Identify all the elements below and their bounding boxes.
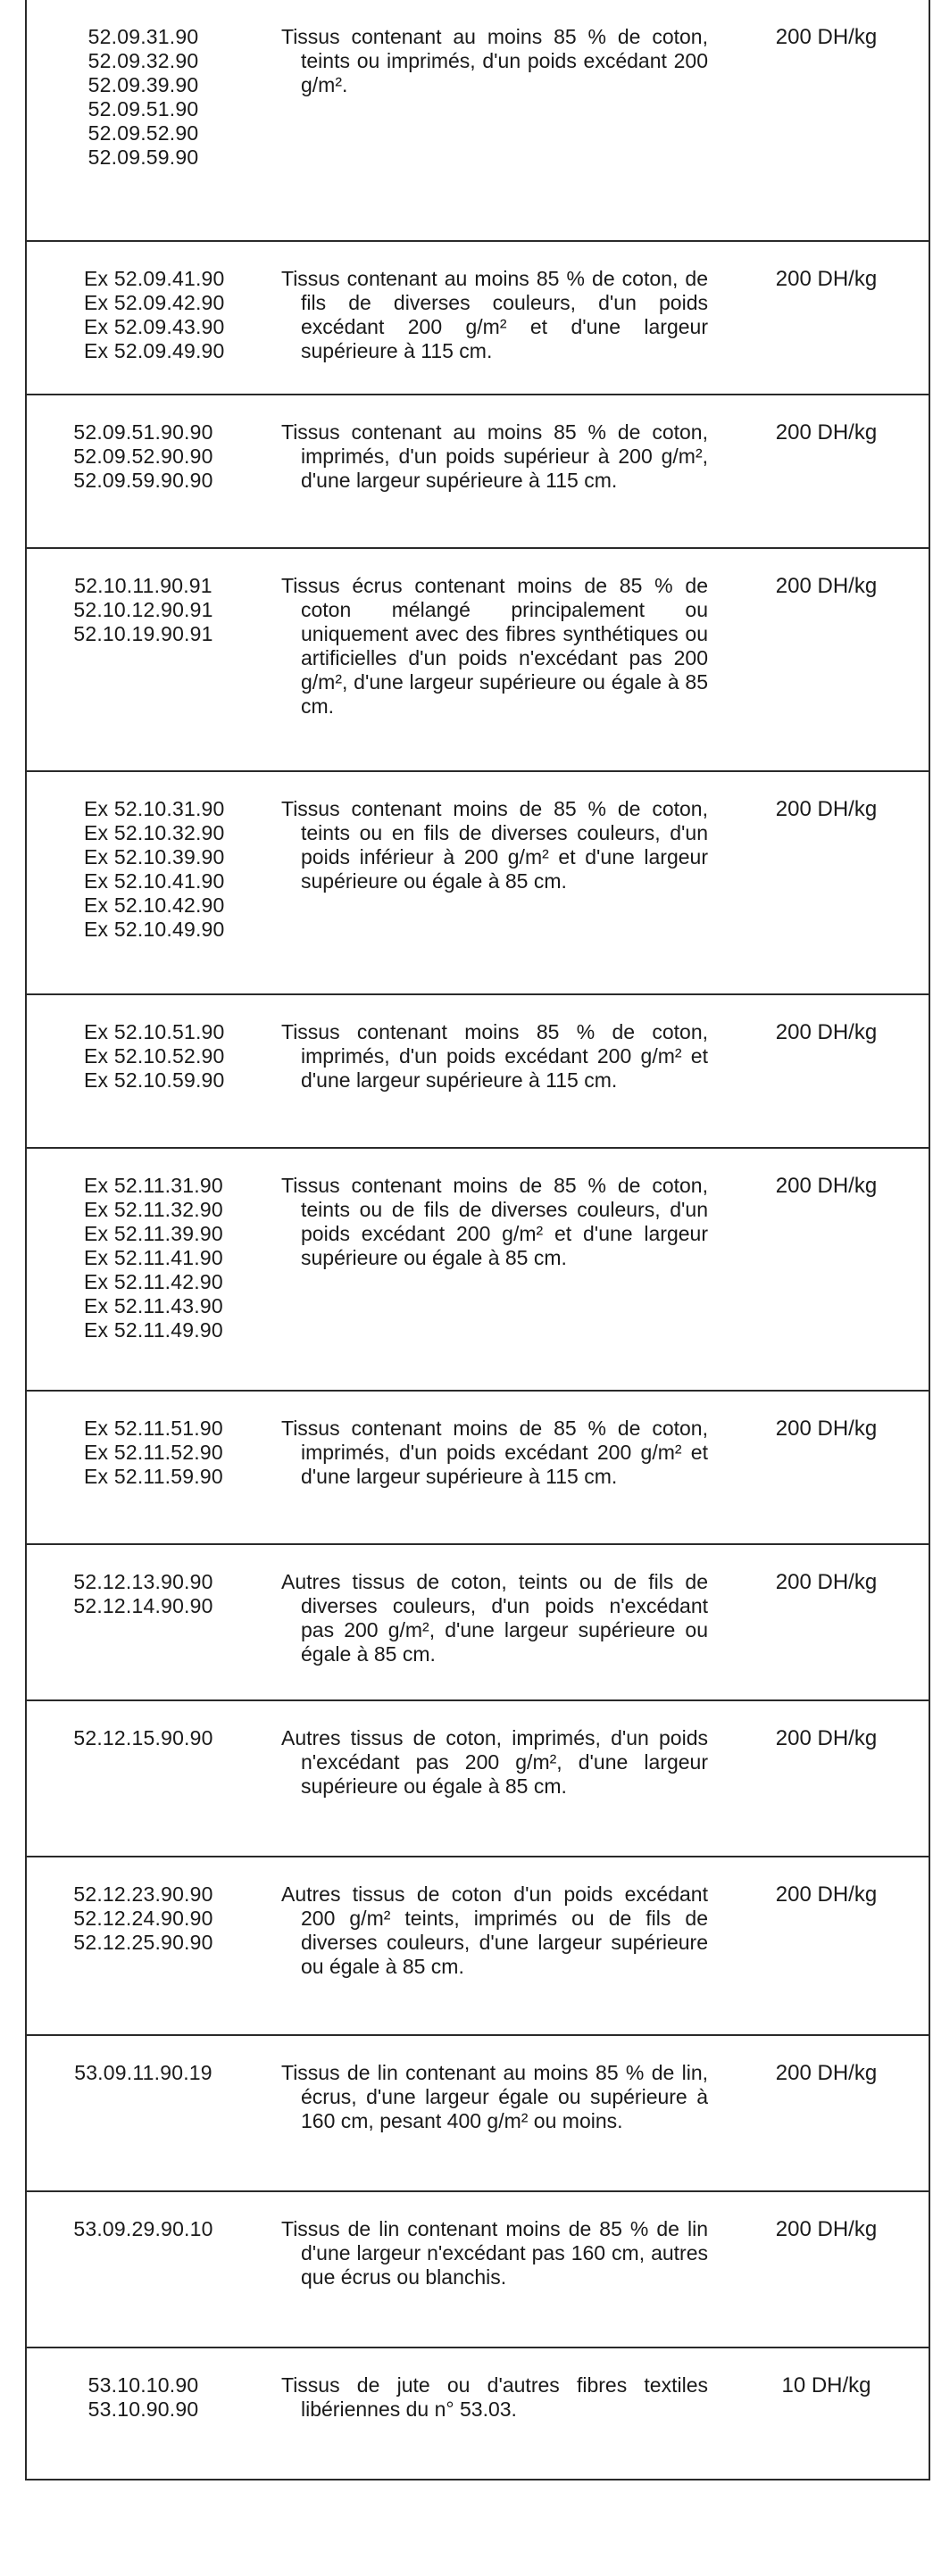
tariff-description-cell [260, 1148, 724, 1391]
tariff-codes-cell [26, 1700, 260, 1857]
tariff-rate: 200 DH/kg [775, 1417, 878, 1441]
tariff-description: Tissus contenant au moins 85 % de coton, de fils de diverses couleurs, d'un poids excédant 200 g/m² et d'une largeur supérieure à 115 cm. [281, 267, 708, 362]
tariff-code: Ex 52.10.32.90 [84, 821, 225, 844]
tariff-rate-cell [724, 2347, 929, 2480]
tariff-code: 52.12.25.90.90 [73, 1931, 213, 1954]
tariff-codes-cell [26, 0, 260, 241]
table-row [26, 1391, 929, 1544]
tariff-table-body [26, 0, 929, 2480]
tariff-code: Ex 52.11.32.90 [84, 1198, 223, 1221]
tariff-description-cell [260, 1544, 724, 1700]
tariff-rate-cell [724, 1391, 929, 1544]
table-row [26, 994, 929, 1148]
tariff-codes-cell [26, 2347, 260, 2480]
tariff-rate-cell [724, 0, 929, 241]
table-row [26, 1700, 929, 1857]
tariff-description-cell [260, 241, 724, 395]
tariff-code-list [27, 1392, 260, 1512]
tariff-rate-cell [724, 1857, 929, 2035]
tariff-code: 52.12.13.90.90 [73, 1570, 213, 1593]
table-row [26, 0, 929, 241]
tariff-code: 52.09.59.90.90 [73, 469, 213, 492]
tariff-rate: 200 DH/kg [775, 267, 878, 291]
tariff-rate: 200 DH/kg [775, 1882, 878, 1907]
tariff-codes-cell [26, 2191, 260, 2347]
tariff-description-cell [260, 2035, 724, 2191]
table-row [26, 771, 929, 994]
tariff-rate-cell [724, 1700, 929, 1857]
tariff-rate-cell [724, 241, 929, 395]
tariff-code: 52.09.52.90 [87, 121, 199, 145]
tariff-description-cell [260, 395, 724, 548]
tariff-rate: 200 DH/kg [775, 1726, 878, 1750]
tariff-code-list [27, 1857, 260, 1978]
tariff-code-list [27, 0, 260, 193]
tariff-code-list [27, 2348, 260, 2445]
tariff-rate-cell [724, 2035, 929, 2191]
tariff-code: Ex 52.11.59.90 [84, 1465, 223, 1488]
tariff-codes-cell [26, 1544, 260, 1700]
tariff-code: 52.10.12.90.91 [73, 598, 213, 621]
table-row [26, 2347, 929, 2480]
tariff-description-cell [260, 2347, 724, 2480]
tariff-rate: 200 DH/kg [775, 2061, 878, 2085]
tariff-code: 52.10.11.90.91 [74, 574, 212, 597]
tariff-codes-cell [26, 241, 260, 395]
tariff-code: Ex 52.10.41.90 [84, 869, 225, 893]
tariff-code-list [27, 995, 260, 1116]
table-row [26, 1857, 929, 2035]
tariff-code-list [27, 772, 260, 965]
tariff-description: Tissus de jute ou d'autres fibres textiles libériennes du n° 53.03. [281, 2373, 708, 2421]
tariff-description: Autres tissus de coton d'un poids excédant 200 g/m² teints, imprimés ou de fils de diverses couleurs, d'une largeur supérieure ou égale à 85 cm. [281, 1882, 708, 1978]
tariff-code-list [27, 549, 260, 669]
tariff-code: 52.09.32.90 [87, 49, 199, 72]
tariff-codes-cell [26, 994, 260, 1148]
tariff-description-cell [260, 2191, 724, 2347]
tariff-code: Ex 52.10.52.90 [84, 1044, 225, 1068]
tariff-code: Ex 52.11.43.90 [84, 1294, 223, 1317]
tariff-code: Ex 52.10.51.90 [84, 1020, 225, 1043]
table-row [26, 395, 929, 548]
tariff-rate-cell [724, 395, 929, 548]
tariff-description-cell [260, 1700, 724, 1857]
tariff-description-cell [260, 548, 724, 771]
tariff-description: Tissus contenant moins de 85 % de coton, teints ou en fils de diverses couleurs, d'un poids inférieur à 200 g/m² et d'une largeur supérieure ou égale à 85 cm. [281, 797, 708, 893]
tariff-code: Ex 52.10.31.90 [84, 797, 225, 820]
tariff-code: Ex 52.11.41.90 [84, 1246, 223, 1269]
tariff-code-list [27, 1701, 260, 1774]
tariff-codes-cell [26, 1148, 260, 1391]
tariff-rate-cell [724, 2191, 929, 2347]
tariff-code: 53.10.10.90 [87, 2373, 199, 2397]
tariff-code: 52.09.52.90.90 [73, 445, 213, 468]
tariff-code: Ex 52.09.41.90 [84, 267, 225, 290]
tariff-code: Ex 52.10.39.90 [84, 845, 225, 868]
tariff-code: 52.10.19.90.91 [73, 622, 213, 645]
table-row [26, 2191, 929, 2347]
tariff-rate: 200 DH/kg [775, 1174, 878, 1198]
tariff-rate: 200 DH/kg [775, 2217, 878, 2241]
tariff-code: 52.09.39.90 [87, 73, 199, 96]
tariff-codes-cell [26, 2035, 260, 2191]
tariff-code: Ex 52.11.51.90 [84, 1417, 223, 1440]
tariff-description: Autres tissus de coton, imprimés, d'un poids n'excédant pas 200 g/m², d'une largeur supérieure ou égale à 85 cm. [281, 1726, 708, 1798]
tariff-description-cell [260, 0, 724, 241]
tariff-code: 52.09.51.90.90 [73, 420, 213, 444]
tariff-code: Ex 52.10.49.90 [84, 918, 225, 941]
tariff-codes-cell [26, 1391, 260, 1544]
tariff-description: Autres tissus de coton, teints ou de fils de diverses couleurs, d'un poids n'excédant pas 200 g/m², d'une largeur supérieure ou égale à 85 cm. [281, 1570, 708, 1666]
tariff-rate: 200 DH/kg [775, 1020, 878, 1044]
tariff-codes-cell [26, 1857, 260, 2035]
table-row [26, 1544, 929, 1700]
tariff-description: Tissus contenant au moins 85 % de coton, teints ou imprimés, d'un poids excédant 200 g/m². [281, 25, 708, 96]
tariff-code: 52.12.23.90.90 [73, 1882, 213, 1906]
tariff-rate-cell [724, 771, 929, 994]
tariff-code-list [27, 2192, 260, 2264]
tariff-code: 52.09.51.90 [87, 97, 199, 120]
tariff-code-list [27, 1545, 260, 1641]
tariff-code: Ex 52.11.49.90 [84, 1318, 223, 1342]
tariff-code: 52.12.14.90.90 [73, 1594, 213, 1617]
tariff-code: Ex 52.09.43.90 [84, 315, 225, 338]
tariff-description: Tissus contenant moins 85 % de coton, imprimés, d'un poids excédant 200 g/m² et d'une largeur supérieure à 115 cm. [281, 1020, 708, 1092]
tariff-rate-cell [724, 1544, 929, 1700]
tariff-code-list [27, 242, 260, 386]
tariff-codes-cell [26, 395, 260, 548]
tariff-rate: 200 DH/kg [775, 797, 878, 821]
tariff-code-list [27, 1149, 260, 1366]
tariff-description: Tissus contenant au moins 85 % de coton, imprimés, d'un poids supérieur à 200 g/m², d'une largeur supérieure à 115 cm. [281, 420, 708, 492]
tariff-description: Tissus contenant moins de 85 % de coton, imprimés, d'un poids excédant 200 g/m² et d'une largeur supérieure à 115 cm. [281, 1417, 708, 1488]
tariff-code: Ex 52.11.31.90 [84, 1174, 223, 1197]
tariff-description-cell [260, 994, 724, 1148]
tariff-code: Ex 52.09.49.90 [84, 339, 225, 362]
tariff-code: 52.12.15.90.90 [73, 1726, 213, 1749]
table-row [26, 1148, 929, 1391]
tariff-description: Tissus de lin contenant au moins 85 % de lin, écrus, d'une largeur égale ou supérieure à 160 cm, pesant 400 g/m² ou moins. [281, 2061, 708, 2132]
tariff-description: Tissus de lin contenant moins de 85 % de lin d'une largeur n'excédant pas 160 cm, autres que écrus ou blanchis. [281, 2217, 708, 2289]
tariff-description: Tissus contenant moins de 85 % de coton, teints ou de fils de diverses couleurs, d'un poids excédant 200 g/m² et d'une largeur supérieure ou égale à 85 cm. [281, 1174, 708, 1269]
tariff-code: Ex 52.10.59.90 [84, 1068, 225, 1092]
tariff-code: 52.09.59.90 [87, 145, 199, 169]
tariff-description-cell [260, 1391, 724, 1544]
tariff-rate: 200 DH/kg [775, 1570, 878, 1594]
tariff-codes-cell [26, 771, 260, 994]
tariff-rate: 200 DH/kg [775, 420, 878, 445]
tariff-code: 52.12.24.90.90 [73, 1907, 213, 1930]
tariff-code: 53.09.11.90.19 [74, 2061, 212, 2084]
tariff-description-cell [260, 1857, 724, 2035]
tariff-code: Ex 52.11.39.90 [84, 1222, 223, 1245]
tariff-description: Tissus écrus contenant moins de 85 % de coton mélangé principalement ou uniquement avec des fibres synthétiques ou artificielles d'un poids n'excédant pas 200 g/m², d'une largeur supérieure ou égale à 85 cm. [281, 574, 708, 718]
tariff-rate-cell [724, 994, 929, 1148]
tariff-code: Ex 52.11.52.90 [84, 1441, 223, 1464]
tariff-rate-cell [724, 548, 929, 771]
table-row [26, 548, 929, 771]
tariff-description-cell [260, 771, 724, 994]
table-row [26, 2035, 929, 2191]
tariff-code: 53.10.90.90 [87, 2397, 199, 2421]
tariff-code: Ex 52.10.42.90 [84, 893, 225, 917]
tariff-table [25, 0, 930, 2480]
tariff-codes-cell [26, 548, 260, 771]
tariff-rate-cell [724, 1148, 929, 1391]
tariff-code-list [27, 2036, 260, 2108]
tariff-code: 52.09.31.90 [87, 25, 199, 48]
tariff-rate: 10 DH/kg [781, 2373, 871, 2397]
tariff-code: Ex 52.11.42.90 [84, 1270, 223, 1293]
tariff-rate: 200 DH/kg [775, 574, 878, 598]
table-row [26, 241, 929, 395]
tariff-code-list [27, 395, 260, 516]
tariff-code: Ex 52.09.42.90 [84, 291, 225, 314]
tariff-rate: 200 DH/kg [775, 25, 878, 49]
tariff-code: 53.09.29.90.10 [73, 2217, 213, 2240]
